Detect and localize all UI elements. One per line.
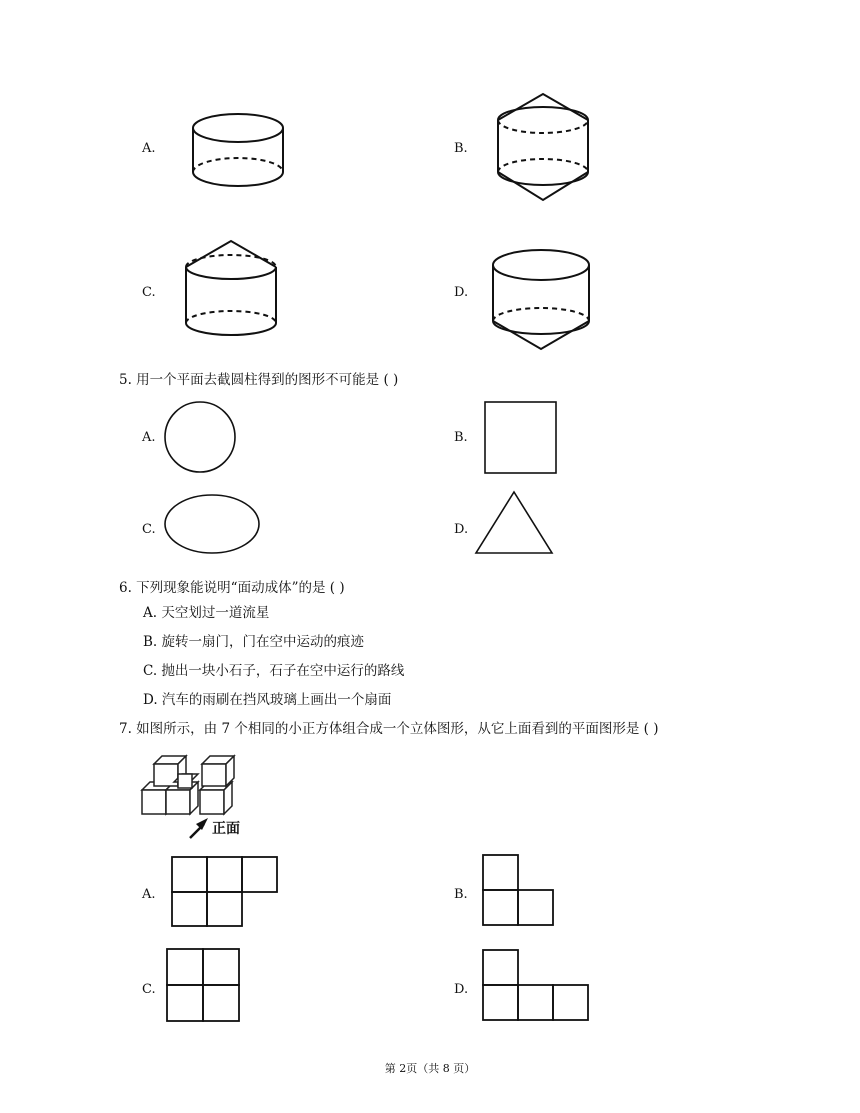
q6-option-b: B. 旋转一扇门，门在空中运动的痕迹 [143,634,365,650]
q7-option-d-letter: D. [454,982,469,997]
q5-option-a-circle-figure [163,400,239,476]
q4-option-d-cone-bottom-cylinder-figure [490,245,600,353]
q6-stem: 6. 下列现象能说明“面动成体”的是 ( ) [119,580,345,596]
q5-stem: 5. 用一个平面去截圆柱得到的图形不可能是 ( ) [119,372,399,388]
q4-option-b-double-cone-cylinder-figure [495,92,605,204]
q4-option-c-cone-top-cylinder-figure [183,237,293,341]
q4-option-a-cylinder-figure [190,108,300,190]
q7-option-a-letter: A. [142,887,156,902]
q6-option-d: D. 汽车的雨刷在挡风玻璃上画出一个扇面 [143,692,392,708]
q7-option-b-letter: B. [454,887,468,902]
q5-option-b-square-figure [484,401,558,475]
q6-option-a: A. 天空划过一道流星 [143,605,270,621]
q4-option-a-letter: A. [142,141,156,156]
q5-option-a-letter: A. [142,430,156,445]
q5-option-d-letter: D. [454,522,469,537]
q7-cube-stack-figure [138,744,268,844]
q7-front-label: 正面 [212,821,240,837]
q7-option-d-grid-figure [482,949,592,1023]
q5-option-b-letter: B. [454,430,468,445]
q7-option-c-letter: C. [142,982,156,997]
q5-option-c-ellipse-figure [163,493,263,557]
q7-stem: 7. 如图所示，由 7 个相同的小正方体组合成一个立体图形，从它上面看到的平面图形是 ( ) [119,721,659,737]
page-footer: 第 2页（共 8 页） [384,1062,476,1075]
q5-option-d-triangle-figure [474,490,556,556]
q4-option-d-letter: D. [454,285,469,300]
q7-option-c-grid-figure [166,948,242,1024]
q4-option-b-letter: B. [454,141,468,156]
q5-option-c-letter: C. [142,522,156,537]
q4-option-c-letter: C. [142,285,156,300]
q7-option-b-grid-figure [482,854,556,928]
q6-option-c: C. 抛出一块小石子，石子在空中运行的路线 [143,663,405,679]
q7-option-a-grid-figure [171,856,279,928]
